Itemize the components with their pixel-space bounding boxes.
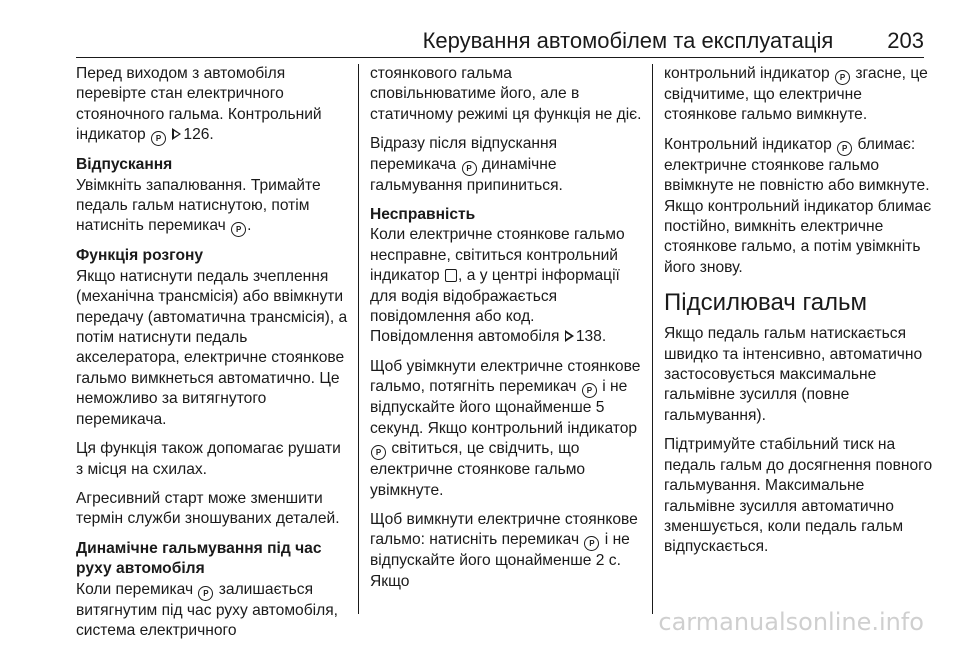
page-number: 203 (887, 28, 924, 53)
vehicle-messages-ref: Повідомлення автомобіля 138. (370, 328, 607, 346)
parking-brake-icon: P (151, 131, 166, 146)
parking-brake-icon: P (231, 222, 246, 237)
fault-paragraph: Коли електричне стоянкове гальмо несправне, світиться контрольний індикатор , а у центрі інформації для водія відображається повідомлення або код. (370, 226, 625, 326)
parking-brake-icon: P (835, 70, 850, 85)
column-1 (76, 64, 348, 650)
section-heading-brake-booster: Підсилювач гальм (664, 289, 868, 317)
page-reference-link[interactable]: 138. (575, 328, 607, 346)
parking-brake-icon: P (371, 445, 386, 460)
disable-paragraph: Щоб вимкнути електричне стоянкове гальмо: натисніть перемикач P і не відпускайте його щонайменше 2 с. Якщо (370, 510, 638, 590)
continuation-paragraph: контрольний індикатор P згасне, це свідчитиме, що електричне стоянкове гальмо вимкнуте. (664, 65, 928, 124)
column-divider (358, 64, 359, 614)
launch-paragraph-3: Агресивний старт може зменшити термін служби зношуваних деталей. (76, 489, 340, 528)
page-reference-link[interactable]: 126. (183, 126, 214, 144)
reference-arrow-icon (565, 330, 574, 342)
intro-paragraph: Перед виходом з автомобіля перевірте стан електричного стояночного гальма. Контрольний індикатор P 126. (76, 64, 348, 146)
launch-paragraph-2: Ця функція також допомагає рушати з місця на схилах. (76, 440, 341, 478)
section-heading-dynamic: Динамічне гальмування під час руху автомобіля (76, 539, 322, 578)
parking-brake-icon: P (462, 161, 477, 176)
blink-paragraph: Контрольний індикатор P блимає: електричне стоянкове гальмо ввімкнуте не повністю або вимкнуте. Якщо контрольний індикатор блимає постійно, вимкніть електричне стоянкове гальмо, а потім увімкніть його знову. (664, 135, 932, 276)
parking-brake-icon: P (198, 586, 213, 601)
booster-paragraph: Якщо педаль гальм натискається швидко та інтенсивно, автоматично застосовується максимальне гальмівне зусилля (повне гальмування). (664, 325, 923, 424)
parking-brake-icon: P (837, 141, 852, 156)
page-header (76, 28, 924, 58)
page-title: Керування автомобілем та експлуатація (422, 28, 834, 53)
parking-brake-icon: P (582, 383, 597, 398)
parking-brake-icon: P (584, 536, 599, 551)
dynamic-paragraph: Коли перемикач P залишається витягнутим під час руху автомобіля, система електричного (76, 580, 338, 639)
fault-indicator-icon (445, 269, 457, 282)
column-divider (652, 64, 653, 614)
release-dynamic-paragraph: Відразу після відпускання перемикача P динамічне гальмування припиниться. (370, 135, 563, 194)
reference-arrow-icon (172, 128, 181, 140)
enable-paragraph: Щоб увімкнути електричне стоянкове гальмо, потягніть перемикач P і не відпускайте його щонайменше 5 секунд. Якщо контрольний індикатор P світиться, це свідчить, що електричне стоянкове гальмо увімкнуте. (370, 357, 641, 499)
release-paragraph: Увімкніть запалювання. Тримайте педаль гальм натиснутою, потім натисніть перемикач P . (76, 176, 348, 238)
section-heading-launch: Функція розгону (76, 247, 204, 265)
column-2 (370, 64, 642, 601)
section-heading-release: Відпускання (76, 156, 173, 174)
launch-paragraph: Якщо натиснути педаль зчеплення (механічна трансмісія) або ввімкнути передачу (автоматична трансмісія), а потім натиснути педаль акселератора, електричне стоянкове гальмо вимкнеться автоматично. Це неможливо за витягнутого перемикача. (76, 267, 348, 428)
watermark: carmanualsonline.info (658, 608, 924, 636)
section-heading-fault: Несправність (370, 206, 476, 224)
column-3 (664, 64, 936, 567)
header-rule (76, 57, 924, 58)
booster-paragraph-2: Підтримуйте стабільний тиск на педаль гальм до досягнення повного гальмування. Максимальне гальмівне зусилля автоматично зменшується, коли педаль гальм відпускається. (664, 436, 933, 556)
continuation-paragraph: стоянкового гальма сповільнюватиме його, але в статичному режимі ця функція не діє. (370, 65, 642, 123)
